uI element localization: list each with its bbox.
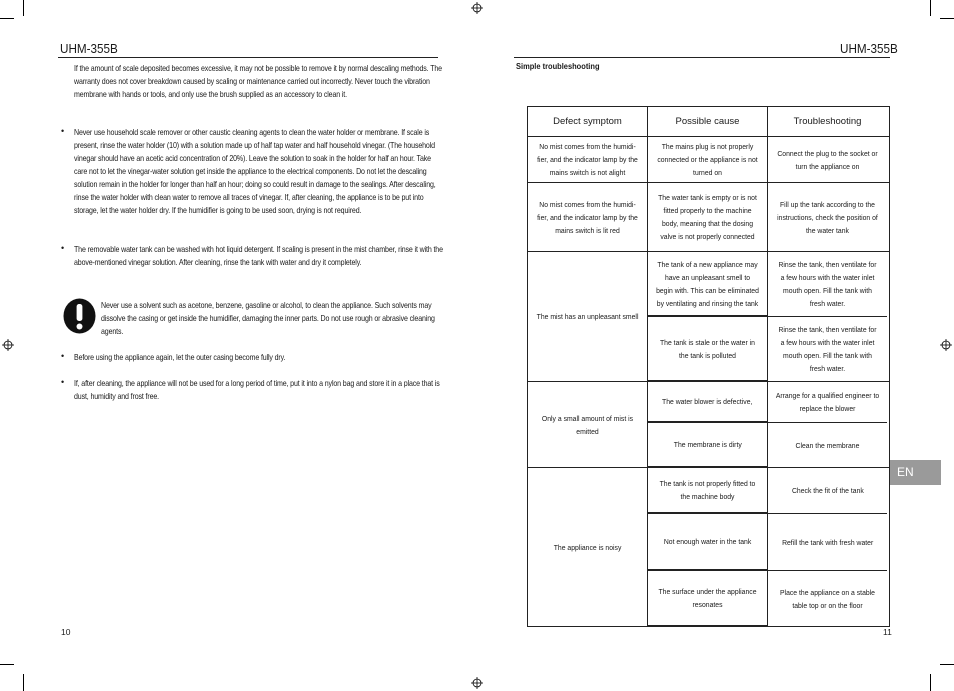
crop-mark xyxy=(930,674,931,691)
cause-cell xyxy=(648,468,768,513)
cause-text: The water blower is defective, xyxy=(662,397,753,406)
crop-mark xyxy=(940,664,954,665)
fix-cell xyxy=(768,183,887,251)
cause-cell xyxy=(648,183,768,251)
crop-mark xyxy=(0,18,14,19)
registration-mark-icon xyxy=(471,677,483,689)
intro-text: If the amount of scale deposited becomes excessive, it may not be possible to remove it by normal descaling methods. The warranty does not cover breakdown caused by scaling or maintenance carried out incorrectly. Never touch the vibration membrane with hands or tools, and only use the brush supplied as an accessory to clean it. xyxy=(74,64,442,99)
fix-cell xyxy=(768,468,887,513)
cause-cell xyxy=(648,514,768,570)
symptom-cell xyxy=(528,137,648,182)
symptom-text: The mist has an unpleasant smell xyxy=(536,312,639,321)
table-row xyxy=(528,183,889,252)
cause-cell xyxy=(648,423,768,467)
cause-fix-group xyxy=(648,382,887,467)
fix-cell xyxy=(768,317,887,381)
fix-cell xyxy=(768,423,887,467)
cause-cell xyxy=(648,571,768,626)
fix-text: Refill the tank with fresh water xyxy=(781,537,874,547)
model-name: UHM-355B xyxy=(840,41,898,56)
crop-mark xyxy=(23,674,24,691)
registration-mark-icon xyxy=(940,339,952,351)
bullet-mark: • xyxy=(61,377,65,387)
cause-text: The tank is stale or the water in the tank is polluted xyxy=(660,337,755,360)
crop-mark xyxy=(930,0,931,16)
caution-icon xyxy=(63,298,96,334)
page-number: 11 xyxy=(883,627,892,637)
page-number: 10 xyxy=(61,627,71,637)
cause-fix-group xyxy=(648,468,887,626)
cause-cell xyxy=(648,382,768,422)
bullet-text: If, after cleaning, the appliance will not be used for a long period of time, put it into a nylon bag and store it in a place that is dust, humidity and frost free. xyxy=(74,379,440,401)
cause-text: The membrane is dirty xyxy=(673,440,742,449)
table-row xyxy=(528,468,889,626)
fix-cell xyxy=(768,137,887,182)
crop-mark xyxy=(0,664,14,665)
symptom-text: No mist comes from the humidi-fier, and the indicator lamp by the mains switch is lit red xyxy=(537,199,638,235)
fix-text: Rinse the tank, then ventilate for a few hours with the water inlet mouth open. Fill the tank with fresh water. xyxy=(778,260,877,308)
crop-mark xyxy=(940,18,954,19)
cause-cell xyxy=(648,252,768,316)
caution-text: Never use a solvent such as acetone, benzene, gasoline or alcohol, to clean the appliance. Such solvents may dissolve the casing or get inside the humidifier, damaging the inner parts. Do not use rough or abrasive cleaning agents. xyxy=(101,301,435,336)
fix-text: Connect the plug to the socket or turn the appliance on xyxy=(777,148,878,171)
fix-cell xyxy=(768,252,887,316)
bullet-text: The removable water tank can be washed with hot liquid detergent. If scaling is present in the mist chamber, rinse it with the above-mentioned vinegar solution. After cleaning, rinse the tank with water and dry it completely. xyxy=(74,245,443,267)
symptom-cell xyxy=(528,382,648,467)
cause-text: The mains plug is not properly connected or the appliance is not turned on xyxy=(657,142,758,177)
bullet-text: Before using the appliance again, let the outer casing become fully dry. xyxy=(74,353,286,362)
bullet-mark: • xyxy=(61,351,65,361)
bullet-paragraph xyxy=(74,351,444,364)
bullet-text: Never use household scale remover or other caustic cleaning agents to clean the water holder or membrane. If scale is present, rinse the water holder (10) with a solution made up of half tap water and half household vinegar. (The household vinegar should have an acetic acid concentration of 20%). Leave the solution to soak in the holder for half an hour. Take care not to let the vinegar-water solution get inside the appliance to the electrical components. Do not let the descaling solution remain in the holder for longer than half an hour; doing so could result in damage to the sealings. After descaling, rinse the water holder with clean water to remove all traces of vinegar. If, after cleaning, the appliance is to be put into storage, let the water holder dry. If the humidifier is going to be used soon, drying is not required. xyxy=(74,128,436,215)
intro-paragraph xyxy=(74,62,444,101)
cause-text: The tank of a new appliance may have an unpleasant smell to begin with. This can be eliminated by ventilating and rinsing the tank xyxy=(656,259,759,308)
header-rule xyxy=(58,57,438,58)
cause-text: The surface under the appliance resonates xyxy=(658,587,757,609)
symptom-cell xyxy=(528,183,648,251)
column-header: Troubleshooting xyxy=(793,116,862,127)
symptom-text: The appliance is noisy xyxy=(553,542,622,552)
fix-text: Place the appliance on a stable table top or on the floor xyxy=(779,587,875,610)
header-rule xyxy=(514,57,890,58)
section-heading: Simple troubleshooting xyxy=(516,61,600,71)
fix-text: Clean the membrane xyxy=(795,440,860,450)
caution-paragraph xyxy=(101,299,443,338)
fix-text: Fill up the tank according to the instructions, check the position of the water tank xyxy=(777,199,878,235)
fix-text: Check the fit of the tank xyxy=(791,486,864,495)
table-header-row xyxy=(528,107,889,137)
fix-cell xyxy=(768,571,887,626)
language-tab: EN xyxy=(890,460,941,485)
column-header: Defect symptom xyxy=(528,107,648,136)
cause-text: The tank is not properly fitted to the machine body xyxy=(659,479,756,501)
table-row xyxy=(528,382,889,468)
troubleshooting-table xyxy=(527,106,890,627)
table-row xyxy=(528,252,889,382)
table-row xyxy=(528,137,889,183)
cause-cell xyxy=(648,317,768,381)
bullet-mark: • xyxy=(61,126,65,136)
fix-text: Arrange for a qualified engineer to replace the blower xyxy=(775,391,880,413)
bullet-mark: • xyxy=(61,243,65,253)
cause-fix-group xyxy=(648,252,887,381)
cause-text: The water tank is empty or is not fitted properly to the machine body, meaning that the dosing valve is not properly connected xyxy=(658,193,757,241)
fix-cell xyxy=(768,514,887,570)
bullet-paragraph xyxy=(74,126,444,217)
cause-text: Not enough water in the tank xyxy=(663,537,752,546)
bullet-paragraph xyxy=(74,377,444,403)
crop-mark xyxy=(23,0,24,16)
registration-mark-icon xyxy=(2,339,14,351)
fix-cell xyxy=(768,382,887,422)
cause-cell xyxy=(648,137,768,182)
symptom-text: Only a small amount of mist is emitted xyxy=(541,413,634,436)
registration-mark-icon xyxy=(471,2,483,14)
symptom-cell xyxy=(528,252,648,381)
column-header: Possible cause xyxy=(648,107,768,136)
symptom-cell xyxy=(528,468,648,626)
bullet-paragraph xyxy=(74,243,444,269)
symptom-text: No mist comes from the humidi-fier, and the indicator lamp by the mains switch is not alight xyxy=(537,142,638,177)
fix-text: Rinse the tank, then ventilate for a few hours with the water inlet mouth open. Fill the tank with fresh water. xyxy=(778,325,877,373)
model-name: UHM-355B xyxy=(60,41,118,56)
